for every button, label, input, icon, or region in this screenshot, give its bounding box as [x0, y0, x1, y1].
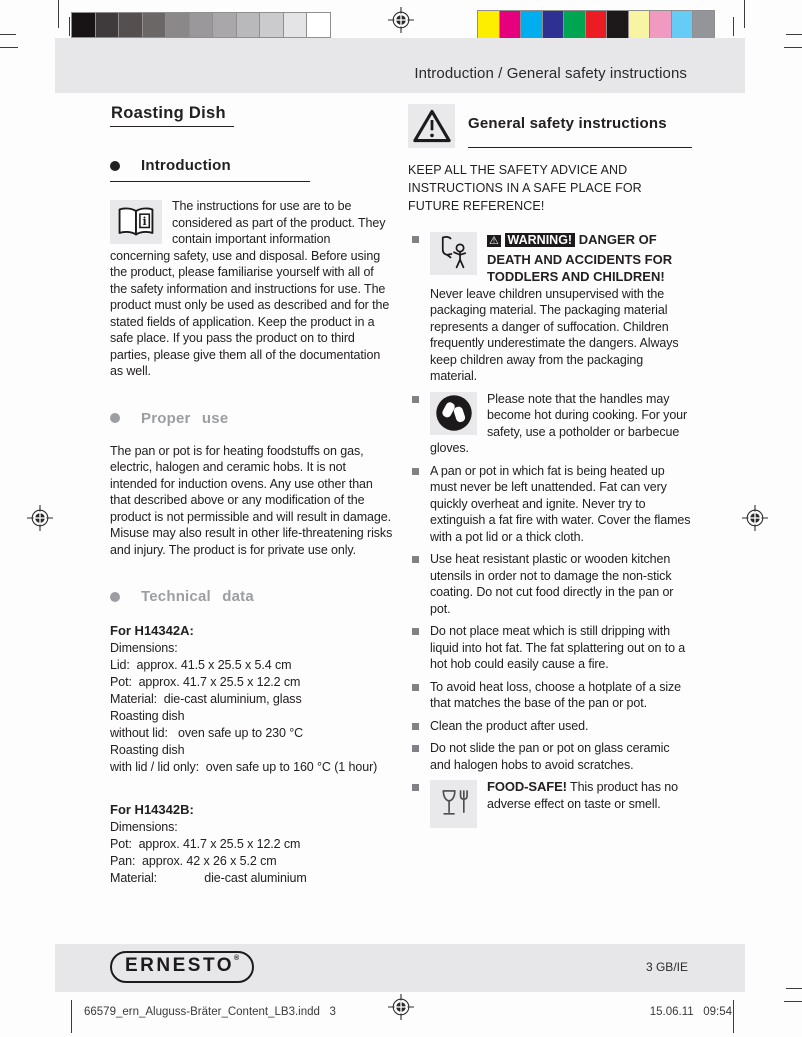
- technical-data-heading-label: Technical data: [141, 588, 254, 605]
- crop-mark: [784, 1001, 802, 1002]
- bullet-square-icon: [412, 684, 419, 691]
- safety-item-text: This product has no adverse effect on taste or smell.: [487, 780, 678, 811]
- safety-item-text: Please note that the handles may become hot during cooking. For your safety, use a potholder or barbecue gloves.: [430, 391, 688, 455]
- spec-line: Dimensions:: [110, 641, 178, 655]
- warning-badge: WARNING!: [505, 233, 576, 247]
- technical-data-heading: [110, 588, 393, 605]
- crop-mark: [733, 1000, 734, 1033]
- book-info-icon: [110, 200, 162, 244]
- print-calibration-swatch: [71, 12, 96, 38]
- spec-line: Material: die-cast aluminium, glass: [110, 692, 302, 706]
- spec-line: Dimensions:: [110, 820, 178, 834]
- header-band: [55, 38, 745, 93]
- model-b-heading: For H14342B:: [110, 802, 194, 817]
- safety-item-text: Never leave children unsupervised with the packaging material. The packaging material represents a danger of suffocation. Children frequently underestimate the dangers. Always keep children away from the packaging material.: [430, 286, 679, 383]
- print-calibration-swatch: [542, 10, 565, 40]
- proper-use-paragraph: [110, 443, 393, 559]
- bullet-square-icon: [412, 556, 419, 563]
- crop-mark: [784, 47, 802, 48]
- breadcrumb: Introduction / General safety instructions: [414, 65, 687, 82]
- bullet-square-icon: [412, 723, 419, 730]
- spec-line: Material: die-cast aluminium: [110, 871, 307, 885]
- model-a-heading: For H14342A:: [110, 623, 194, 638]
- introduction-paragraph: [110, 198, 393, 380]
- bullet-square-icon: [412, 468, 419, 475]
- safety-item: [408, 779, 692, 830]
- safety-item-text: To avoid heat loss, choose a hotplate of a size that matches the base of the pan or pot.: [430, 679, 682, 710]
- bullet-dot-icon: [110, 592, 120, 602]
- print-calibration-swatch: [236, 12, 261, 38]
- print-calibration-swatch: [499, 10, 522, 40]
- safety-item: [408, 231, 692, 385]
- bullet-square-icon: [412, 628, 419, 635]
- spec-line: with lid / lid only: oven safe up to 160 °C (1 hour): [110, 760, 378, 774]
- spec-line: Roasting dish: [110, 709, 185, 723]
- print-calibration-swatch: [165, 12, 190, 38]
- print-calibration-swatch: [520, 10, 543, 40]
- proper-use-heading: [110, 410, 393, 427]
- print-calibration-swatch: [95, 12, 120, 38]
- print-datetime: 15.06.11 09:54: [649, 1006, 732, 1018]
- print-calibration-swatch: [306, 12, 331, 38]
- registration-mark: [27, 505, 53, 531]
- safety-item: [408, 740, 692, 773]
- introduction-text: The instructions for use are to be considered as part of the product. They contain important information concerning safety, use and disposal. Before using the product, please familiarise yourself with all of the safety information and instructions for use. The product must only be used as described and for the stated fields of application. Keep the product in a safe place. If you pass the product on to third parties, please give them all of the documentation as well.: [110, 199, 390, 378]
- print-calibration-swatch: [606, 10, 629, 40]
- left-column: [110, 104, 393, 913]
- safety-item: [408, 551, 692, 617]
- technical-data-model-b: [110, 802, 393, 887]
- child-hazard-icon: [430, 232, 477, 275]
- safety-item-text: Do not place meat which is still dripping with liquid into hot fat. The fat splattering out on to a hot hob could easily cause a fire.: [430, 624, 686, 671]
- print-calibration-swatch: [283, 12, 308, 38]
- print-calibration-swatch: [671, 10, 694, 40]
- crop-mark: [786, 34, 802, 35]
- print-file-name: 66579_ern_Aluguss-Bräter_Content_LB3.indd 3: [84, 1006, 336, 1018]
- proper-use-heading-label: Proper use: [141, 409, 229, 427]
- color-calibration-bar: [478, 10, 715, 40]
- safety-heading-label: General safety instructions: [468, 104, 692, 148]
- warning-symbol-badge: ⚠: [489, 235, 499, 247]
- print-calibration-swatch: [142, 12, 167, 38]
- crop-mark: [58, 0, 59, 28]
- print-calibration-swatch: [692, 10, 715, 40]
- crop-mark: [0, 34, 16, 35]
- spec-line: without lid: oven safe up to 230 °C: [110, 726, 304, 740]
- food-safe-lead: FOOD-SAFE!: [487, 779, 567, 794]
- safety-heading-row: [408, 104, 692, 148]
- crop-mark: [733, 17, 734, 36]
- spec-line: Roasting dish: [110, 743, 185, 757]
- print-calibration-swatch: [649, 10, 672, 40]
- bullet-square-icon: [412, 236, 419, 243]
- safety-item: [408, 623, 692, 673]
- print-calibration-swatch: [259, 12, 284, 38]
- safety-item-text: Clean the product after used.: [430, 718, 589, 733]
- brand-logo-text: ERNESTO: [125, 955, 235, 976]
- grayscale-calibration-bar: [72, 12, 331, 38]
- warning-triangle-icon: [408, 104, 455, 148]
- bullet-dot-icon: [110, 161, 120, 171]
- technical-data-model-a: [110, 623, 393, 776]
- proper-use-text: The pan or pot is for heating foodstuffs on gas, electric, halogen and ceramic hobs. It is not intended for induction ovens. Any use other than that described above or any modification of the product is not permissible and will result in damage. Misuse may also result in other life-threatening risks and injury. The product is for private use only.: [110, 443, 393, 557]
- warning-lead-text: DANGER OF DEATH AND ACCIDENTS FOR TODDLERS AND CHILDREN!: [487, 232, 673, 284]
- safety-item-text: Do not slide the pan or pot on glass ceramic and halogen hobs to avoid scratches.: [430, 741, 670, 772]
- bullet-square-icon: [412, 784, 419, 791]
- registration-mark: [742, 505, 768, 531]
- bullet-square-icon: [412, 396, 419, 403]
- introduction-heading: [110, 157, 310, 182]
- safety-item: [408, 679, 692, 712]
- safety-item: [408, 463, 692, 546]
- bullet-square-icon: [412, 745, 419, 752]
- hot-handles-gloves-icon: [430, 392, 477, 435]
- print-calibration-swatch: [118, 12, 143, 38]
- spec-line: Pan: approx. 42 x 26 x 5.2 cm: [110, 854, 277, 868]
- page-number-label: 3 GB/IE: [645, 960, 688, 974]
- print-info-row: [84, 1006, 732, 1018]
- registration-mark: [388, 7, 414, 33]
- safety-item: [408, 718, 692, 735]
- crop-mark: [0, 47, 18, 48]
- crop-mark: [786, 988, 802, 989]
- footer-band: [55, 944, 745, 992]
- print-calibration-swatch: [477, 10, 500, 40]
- document-title: Roasting Dish: [110, 104, 234, 127]
- print-calibration-swatch: [189, 12, 214, 38]
- spec-line: Pot: approx. 41.7 x 25.5 x 12.2 cm: [110, 675, 301, 689]
- introduction-heading-label: Introduction: [141, 157, 231, 174]
- right-column: [408, 104, 692, 836]
- crop-mark: [69, 17, 70, 36]
- crop-mark: [744, 0, 745, 28]
- safety-item-text: Use heat resistant plastic or wooden kitchen utensils in order not to damage the non-stick coating. Do not cut food directly in the pan or pot.: [430, 552, 674, 616]
- registered-trademark-symbol: ®: [234, 955, 240, 962]
- keep-instructions-text: KEEP ALL THE SAFETY ADVICE AND INSTRUCTIONS IN A SAFE PLACE FOR FUTURE REFERENCE!: [408, 163, 642, 213]
- safety-item-text: A pan or pot in which fat is being heated up must never be left unattended. Fat can very quickly overheat and ignite. Never try to extinguish a fat fire with water. Cover the flames with a pot lid or a thick cloth.: [430, 463, 691, 544]
- print-calibration-swatch: [212, 12, 237, 38]
- crop-mark: [71, 1000, 72, 1033]
- spec-line: Lid: approx. 41.5 x 25.5 x 5.4 cm: [110, 658, 292, 672]
- bullet-dot-icon: [110, 413, 120, 423]
- print-calibration-swatch: [563, 10, 586, 40]
- print-calibration-swatch: [628, 10, 651, 40]
- print-calibration-swatch: [585, 10, 608, 40]
- svg-text:i: i: [142, 215, 147, 229]
- safety-item: [408, 391, 692, 457]
- spec-line: Pot: approx. 41.7 x 25.5 x 12.2 cm: [110, 837, 301, 851]
- brand-logo: [110, 951, 254, 983]
- food-safe-icon: [430, 780, 477, 828]
